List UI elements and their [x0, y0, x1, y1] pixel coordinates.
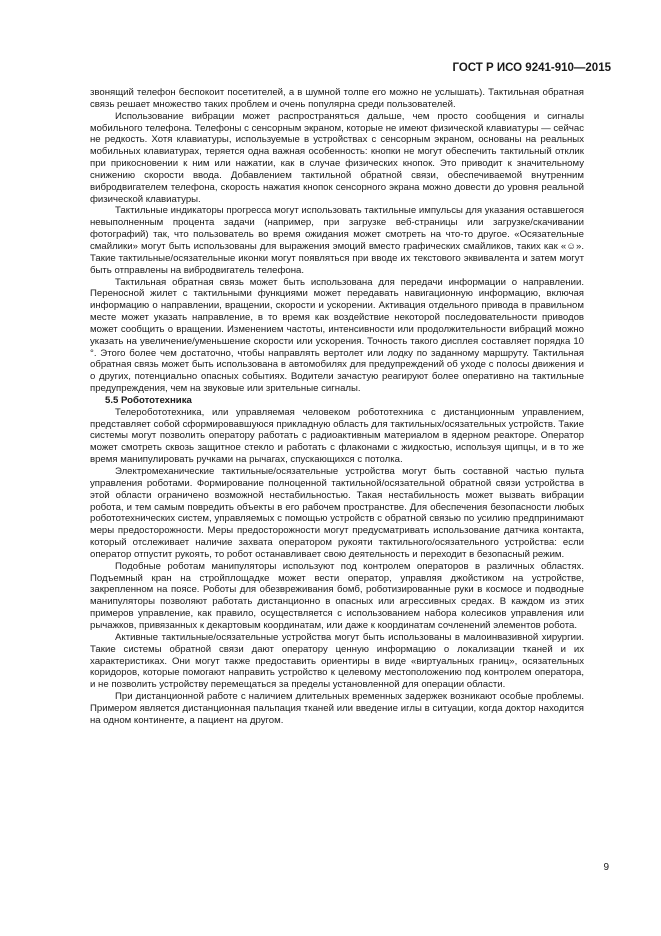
paragraph: Электромеханические тактильные/осязательные устройства могут быть составной частью пульта управления роботами. Формирование полноценной тактильной/осязательной обратной связи устройства в этой области ограничено возможной нестабильностью. Такая нестабильность может вызвать вибрации робота, и тем самым повредить объекты в его рабочем пространстве. Для обеспечения безопасности любых робототехнических систем, управляемых с помощью устройств с обратной связью по усилию предпринимают меры предосторожности. Меры предосторожности могут предусматривать использование датчика контакта, который отслеживает наличие захвата оператором рукояти тактильного/осязательного устройства: если оператор отпустит рукоять, то робот останавливает свою деятельность и переходит в безопасный режим.: [90, 466, 584, 560]
document-header: ГОСТ Р ИСО 9241-910—2015: [452, 62, 611, 74]
paragraph: Подобные роботам манипуляторы используют под контролем операторов в различных областях. Подъемный кран на стройплощадке может вести оператор, управляя джойстиком на устройстве, закрепленном на поясе. Роботы для обезвреживания бомб, роботизированные руки в космосе и подводные манипуляторы позволяют работать дистанционно в опасных или агрессивных средах. В каждом из этих примеров управление, как правило, осуществляется с использованием набора колесиков управления или рычажков, привязанных к декартовым координатам, или даже к координатам сочленений элементов робота.: [90, 560, 584, 631]
document-body: [90, 87, 584, 727]
paragraph: Телеробототехника, или управляемая человеком робототехника с дистанционным управлением, представляет собой сформировавшуюся прикладную область для тактильных/осязательных устройств. Такие системы могут позволить оператору работать с радиоактивным материалом в ядерном реакторе. Оператор может смотреть сквозь защитное стекло и работать с флаконами с жидкостью, используя щипцы, и в то же время манипулировать ручками на рычагах, спускающихся с потолка.: [90, 406, 584, 466]
paragraph: звонящий телефон беспокоит посетителей, а в шумной толпе его можно не услышать). Тактильная обратная связь решает множество таких проблем и очень популярна среди пользователей.: [90, 87, 584, 110]
paragraph: Тактильная обратная связь может быть использована для передачи информации о направлении. Переносной жилет с тактильными функциями может передавать навигационную информацию, включая информацию о направлении, вращении, скорости и ускорении. Активация отдельного привода в правильном месте может указать направление, в то время как воздействие некоторой последовательности приводов может сообщить о вращении. Изменением частоты, интенсивности или продолжительности вибраций можно указать на увеличение/уменьшение скорости или ускорения. Точность такого дисплея составляет порядка 10 °. Этого более чем достаточно, чтобы направлять вертолет или лодку по заданному маршруту. Тактильная обратная связь может быть использована в автомобилях для предупреждений об уходе с полосы движения и о других, потенциально опасных событиях. Водители зачастую реагируют более оперативно на тактильные предупреждения, чем на звуковые или зрительные сигналы.: [90, 276, 584, 395]
paragraph: Активные тактильные/осязательные устройства могут быть использованы в малоинвазивной хирургии. Такие системы обратной связи дают оператору ценную информацию о локализации тканей и их характеристиках. Они могут также предоставить ориентиры в виде «виртуальных границ», осязательных коридоров, которые помогают направить устройство к целевому местоположению под контролем оператора, и не позволить устройству перемещаться за пределы установленной для операции области.: [90, 631, 584, 691]
page-number: 9: [603, 862, 609, 873]
paragraph: Тактильные индикаторы прогресса могут использовать тактильные импульсы для указания оставшегося невыполненным процента задачи (например, при загрузке веб-страницы или загрузке/скачивании фотографий) так, что пользователь во время ожидания может смотреть на что-то другое. «Осязательные смайлики» могут быть использованы для выражения эмоций вместо графических смайликов, таких как «☺». Такие тактильные/осязательные иконки могут появляться при вводе их текстового эквивалента и затем могут быть отправлены на вибродвигатель телефона.: [90, 205, 584, 276]
paragraph: Использование вибрации может распространяться дальше, чем просто сообщения и сигналы мобильного телефона. Телефоны с сенсорным экраном, которые не имеют физической клавиатуры — сейчас не редкость. Хотя клавиатуры, используемые в устройствах с сенсорным экраном, основаны на реальных мобильных клавиатурах, теряется одна важная особенность: кнопки не могут обеспечить тактильный отклик при прикосновении к ним или нажатии, как в случае физических кнопок. Это приводит к значительному снижению скорости ввода. Добавлением тактильной обратной связи, обеспечиваемой внутренним вибродвигателем телефона, скорость нажатия кнопок сенсорного экрана можно довести до уровня реальной физической клавиатуры.: [90, 110, 584, 205]
section-heading: 5.5 Робототехника: [105, 394, 192, 406]
paragraph: При дистанционной работе с наличием длительных временных задержек возникают особые проблемы. Примером является дистанционная пальпация тканей или введение иглы в ситуации, когда доктор находится на одном континенте, а пациент на другом.: [90, 691, 584, 726]
